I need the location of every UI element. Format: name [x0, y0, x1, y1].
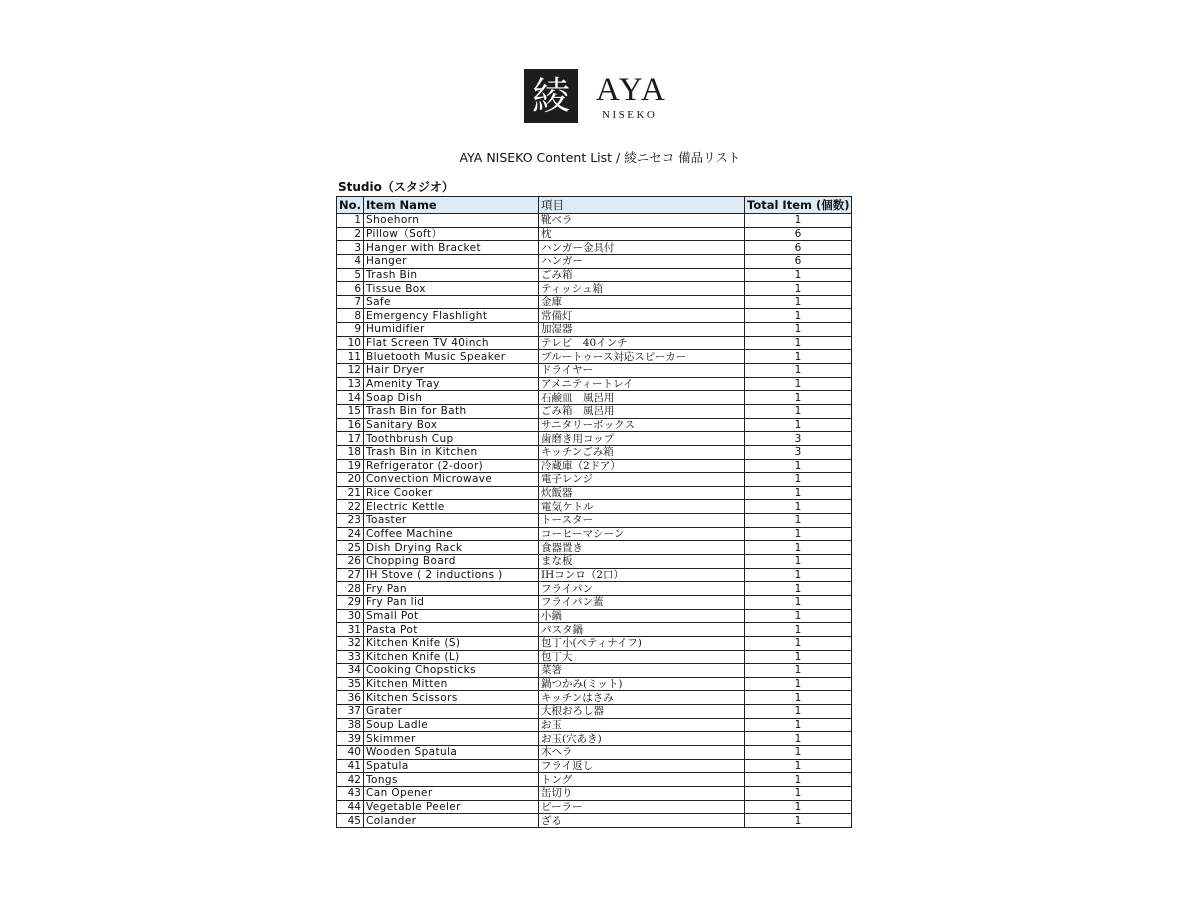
row-item-name: Sanitary Box [364, 418, 539, 432]
table-row [337, 718, 852, 732]
row-item-jp: コーヒーマシーン [539, 527, 745, 541]
row-total-item: 1 [745, 527, 852, 541]
row-total-item: 1 [745, 759, 852, 773]
row-item-name: Soup Ladle [364, 718, 539, 732]
row-number: 28 [337, 582, 364, 596]
row-item-name: Shoehorn [364, 214, 539, 228]
row-total-item: 1 [745, 541, 852, 555]
row-number: 22 [337, 500, 364, 514]
row-item-name: Tongs [364, 773, 539, 787]
row-item-name: Trash Bin [364, 268, 539, 282]
table-body [337, 214, 852, 828]
row-item-name: Convection Microwave [364, 473, 539, 487]
table-row [337, 459, 852, 473]
logo-kanji-mark: 綾 [524, 69, 578, 123]
row-item-jp: フライパン [539, 582, 745, 596]
table-row [337, 500, 852, 514]
row-item-name: Coffee Machine [364, 527, 539, 541]
row-total-item: 1 [745, 459, 852, 473]
table-row [337, 432, 852, 446]
row-item-jp: 加湿器 [539, 323, 745, 337]
table-row [337, 473, 852, 487]
row-total-item: 1 [745, 404, 852, 418]
logo-subtitle: NISEKO [602, 109, 658, 121]
table-row [337, 295, 852, 309]
row-number: 24 [337, 527, 364, 541]
row-total-item: 6 [745, 227, 852, 241]
row-number: 20 [337, 473, 364, 487]
row-number: 35 [337, 677, 364, 691]
table-row [337, 541, 852, 555]
table-row [337, 664, 852, 678]
row-item-jp: テレビ 40インチ [539, 336, 745, 350]
row-item-jp: トング [539, 773, 745, 787]
row-number: 19 [337, 459, 364, 473]
row-item-name: Toothbrush Cup [364, 432, 539, 446]
row-total-item: 1 [745, 295, 852, 309]
row-item-jp: 金庫 [539, 295, 745, 309]
row-number: 27 [337, 568, 364, 582]
row-total-item: 1 [745, 555, 852, 569]
row-number: 43 [337, 786, 364, 800]
table-row [337, 745, 852, 759]
table-row [337, 241, 852, 255]
row-item-jp: ピーラー [539, 800, 745, 814]
row-item-name: Trash Bin for Bath [364, 404, 539, 418]
row-item-name: Emergency Flashlight [364, 309, 539, 323]
row-item-jp: 食器置き [539, 541, 745, 555]
row-item-name: Small Pot [364, 609, 539, 623]
row-item-jp: お玉 [539, 718, 745, 732]
row-item-jp: 包丁大 [539, 650, 745, 664]
row-number: 26 [337, 555, 364, 569]
table-row [337, 677, 852, 691]
row-item-name: Pillow（Soft） [364, 227, 539, 241]
table-row [337, 636, 852, 650]
header-item-jp: 項目 [539, 197, 745, 214]
row-item-name: Hanger with Bracket [364, 241, 539, 255]
row-total-item: 1 [745, 718, 852, 732]
logo-name: AYA [596, 72, 667, 108]
row-item-name: Spatula [364, 759, 539, 773]
table-row [337, 786, 852, 800]
row-total-item: 1 [745, 391, 852, 405]
document-title: AYA NISEKO Content List / 綾ニセコ 備品リスト [459, 150, 741, 165]
table-row [337, 350, 852, 364]
row-number: 29 [337, 595, 364, 609]
row-total-item: 1 [745, 745, 852, 759]
table-row [337, 814, 852, 828]
row-item-name: Hair Dryer [364, 364, 539, 378]
row-total-item: 3 [745, 445, 852, 459]
table-row [337, 391, 852, 405]
row-item-jp: サニタリーボックス [539, 418, 745, 432]
row-item-jp: お玉(穴あき) [539, 732, 745, 746]
row-number: 34 [337, 664, 364, 678]
table-row [337, 309, 852, 323]
row-item-jp: 歯磨き用コップ [539, 432, 745, 446]
row-total-item: 1 [745, 732, 852, 746]
row-item-name: Refrigerator (2-door) [364, 459, 539, 473]
row-item-jp: ブルートゥース対応スピーカー [539, 350, 745, 364]
row-total-item: 1 [745, 473, 852, 487]
row-number: 15 [337, 404, 364, 418]
row-number: 44 [337, 800, 364, 814]
row-item-name: Rice Cooker [364, 486, 539, 500]
table-row [337, 623, 852, 637]
row-item-name: Fry Pan lid [364, 595, 539, 609]
row-item-jp: 大根おろし器 [539, 705, 745, 719]
row-item-name: Amenity Tray [364, 377, 539, 391]
table-row [337, 555, 852, 569]
row-item-jp: ごみ箱 [539, 268, 745, 282]
table-row [337, 336, 852, 350]
row-number: 1 [337, 214, 364, 228]
row-number: 11 [337, 350, 364, 364]
row-item-name: Electric Kettle [364, 500, 539, 514]
table-row [337, 227, 852, 241]
table-row [337, 568, 852, 582]
table-row [337, 254, 852, 268]
row-item-jp: 缶切り [539, 786, 745, 800]
row-total-item: 1 [745, 691, 852, 705]
row-total-item: 1 [745, 636, 852, 650]
row-total-item: 1 [745, 486, 852, 500]
row-total-item: 1 [745, 650, 852, 664]
row-item-name: Flat Screen TV 40inch [364, 336, 539, 350]
row-number: 17 [337, 432, 364, 446]
table-row [337, 377, 852, 391]
row-total-item: 1 [745, 814, 852, 828]
row-total-item: 1 [745, 309, 852, 323]
table-row [337, 486, 852, 500]
row-total-item: 1 [745, 418, 852, 432]
row-item-jp: ごみ箱 風呂用 [539, 404, 745, 418]
row-item-jp: 電気ケトル [539, 500, 745, 514]
row-item-name: Safe [364, 295, 539, 309]
table-row [337, 445, 852, 459]
row-total-item: 1 [745, 377, 852, 391]
row-number: 25 [337, 541, 364, 555]
row-total-item: 3 [745, 432, 852, 446]
row-total-item: 1 [745, 677, 852, 691]
row-item-jp: トースター [539, 514, 745, 528]
row-number: 3 [337, 241, 364, 255]
row-number: 14 [337, 391, 364, 405]
header-no: No. [337, 197, 364, 214]
row-item-name: Kitchen Mitten [364, 677, 539, 691]
row-number: 13 [337, 377, 364, 391]
row-item-name: Humidifier [364, 323, 539, 337]
row-number: 2 [337, 227, 364, 241]
row-number: 18 [337, 445, 364, 459]
table-row [337, 595, 852, 609]
row-number: 45 [337, 814, 364, 828]
header-total-item: Total Item (個数) [745, 197, 852, 214]
row-item-name: Grater [364, 705, 539, 719]
row-number: 23 [337, 514, 364, 528]
row-item-jp: 枕 [539, 227, 745, 241]
table-row [337, 418, 852, 432]
table-row [337, 214, 852, 228]
row-number: 6 [337, 282, 364, 296]
row-total-item: 1 [745, 336, 852, 350]
table-header-row [337, 197, 852, 214]
table-row [337, 364, 852, 378]
row-item-name: Kitchen Scissors [364, 691, 539, 705]
row-item-name: Fry Pan [364, 582, 539, 596]
row-item-jp: 包丁小(ペティナイフ) [539, 636, 745, 650]
row-item-jp: ハンガー金具付 [539, 241, 745, 255]
row-total-item: 1 [745, 323, 852, 337]
row-total-item: 1 [745, 705, 852, 719]
row-item-name: Toaster [364, 514, 539, 528]
row-item-name: Kitchen Knife (S) [364, 636, 539, 650]
row-number: 31 [337, 623, 364, 637]
row-total-item: 1 [745, 514, 852, 528]
row-item-name: Soap Dish [364, 391, 539, 405]
row-item-jp: フライパン蓋 [539, 595, 745, 609]
row-item-jp: 鍋つかみ(ミット) [539, 677, 745, 691]
row-total-item: 1 [745, 214, 852, 228]
row-number: 21 [337, 486, 364, 500]
row-total-item: 1 [745, 623, 852, 637]
row-total-item: 1 [745, 282, 852, 296]
row-item-jp: 炊飯器 [539, 486, 745, 500]
row-item-jp: ティッシュ箱 [539, 282, 745, 296]
row-item-name: Cooking Chopsticks [364, 664, 539, 678]
row-total-item: 1 [745, 609, 852, 623]
row-total-item: 1 [745, 500, 852, 514]
table-row [337, 705, 852, 719]
row-number: 33 [337, 650, 364, 664]
row-item-name: Kitchen Knife (L) [364, 650, 539, 664]
row-item-jp: キッチンはさみ [539, 691, 745, 705]
row-item-name: Colander [364, 814, 539, 828]
table-row [337, 691, 852, 705]
content-list-table [336, 196, 852, 828]
row-total-item: 1 [745, 595, 852, 609]
table-row [337, 323, 852, 337]
row-number: 39 [337, 732, 364, 746]
row-number: 42 [337, 773, 364, 787]
row-number: 36 [337, 691, 364, 705]
row-item-jp: 菜箸 [539, 664, 745, 678]
row-number: 41 [337, 759, 364, 773]
row-item-name: Pasta Pot [364, 623, 539, 637]
row-item-jp: アメニティートレイ [539, 377, 745, 391]
brand-logo [524, 69, 674, 125]
row-item-jp: フライ返し [539, 759, 745, 773]
row-item-name: Can Opener [364, 786, 539, 800]
table-row [337, 514, 852, 528]
row-item-name: Vegetable Peeler [364, 800, 539, 814]
row-total-item: 1 [745, 773, 852, 787]
table-row [337, 732, 852, 746]
row-total-item: 1 [745, 364, 852, 378]
row-item-jp: ざる [539, 814, 745, 828]
table-row [337, 609, 852, 623]
table-row [337, 582, 852, 596]
row-total-item: 1 [745, 350, 852, 364]
row-item-name: Tissue Box [364, 282, 539, 296]
header-item-name: Item Name [364, 197, 539, 214]
table-row [337, 268, 852, 282]
row-item-jp: パスタ鍋 [539, 623, 745, 637]
row-number: 8 [337, 309, 364, 323]
row-number: 4 [337, 254, 364, 268]
row-item-jp: 常備灯 [539, 309, 745, 323]
row-number: 32 [337, 636, 364, 650]
row-item-name: Bluetooth Music Speaker [364, 350, 539, 364]
table-row [337, 404, 852, 418]
row-item-jp: 冷蔵庫（2ドア） [539, 459, 745, 473]
row-total-item: 1 [745, 800, 852, 814]
row-number: 7 [337, 295, 364, 309]
row-number: 10 [337, 336, 364, 350]
row-item-jp: 電子レンジ [539, 473, 745, 487]
row-total-item: 6 [745, 254, 852, 268]
section-title: Studio（スタジオ） [338, 180, 454, 194]
row-item-name: Wooden Spatula [364, 745, 539, 759]
row-item-jp: ドライヤー [539, 364, 745, 378]
row-item-name: Skimmer [364, 732, 539, 746]
row-total-item: 1 [745, 664, 852, 678]
row-item-name: Dish Drying Rack [364, 541, 539, 555]
row-item-jp: ハンガー [539, 254, 745, 268]
row-item-jp: IHコンロ（2口） [539, 568, 745, 582]
row-item-jp: 靴ベラ [539, 214, 745, 228]
row-item-name: Hanger [364, 254, 539, 268]
row-item-jp: キッチンごみ箱 [539, 445, 745, 459]
row-item-jp: 木ヘラ [539, 745, 745, 759]
table-row [337, 650, 852, 664]
row-item-name: IH Stove ( 2 inductions ) [364, 568, 539, 582]
row-total-item: 1 [745, 786, 852, 800]
row-number: 38 [337, 718, 364, 732]
row-number: 30 [337, 609, 364, 623]
table-row [337, 759, 852, 773]
table-row [337, 800, 852, 814]
row-total-item: 1 [745, 568, 852, 582]
row-number: 9 [337, 323, 364, 337]
row-item-name: Chopping Board [364, 555, 539, 569]
row-number: 37 [337, 705, 364, 719]
row-item-jp: まな板 [539, 555, 745, 569]
table-row [337, 773, 852, 787]
table-row [337, 282, 852, 296]
row-item-name: Trash Bin in Kitchen [364, 445, 539, 459]
row-item-jp: 小鍋 [539, 609, 745, 623]
row-number: 12 [337, 364, 364, 378]
row-total-item: 1 [745, 268, 852, 282]
row-item-jp: 石鹸皿 風呂用 [539, 391, 745, 405]
table-row [337, 527, 852, 541]
row-number: 40 [337, 745, 364, 759]
row-number: 16 [337, 418, 364, 432]
row-number: 5 [337, 268, 364, 282]
row-total-item: 1 [745, 582, 852, 596]
row-total-item: 6 [745, 241, 852, 255]
